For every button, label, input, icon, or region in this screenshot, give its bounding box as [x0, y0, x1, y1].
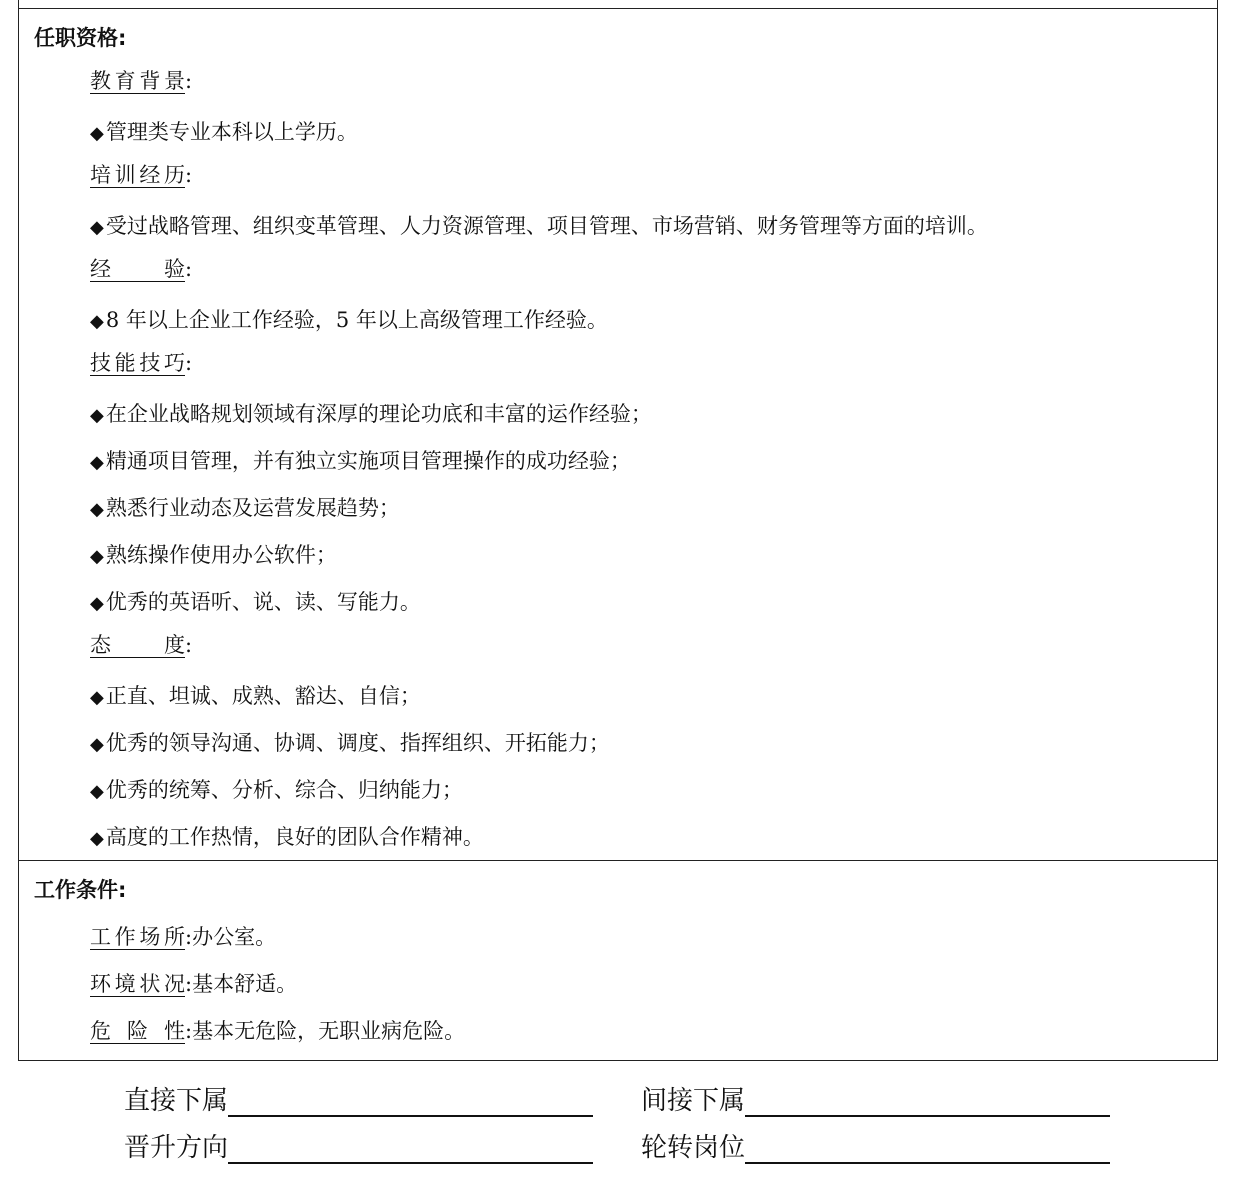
- list-item: ◆高度的工作热情，良好的团队合作精神。: [90, 825, 484, 849]
- diamond-bullet-icon: ◆: [90, 546, 104, 567]
- qualifications-section: [18, 8, 1218, 861]
- conditions-section: [18, 860, 1218, 1061]
- diamond-bullet-icon: ◆: [90, 593, 104, 614]
- diamond-bullet-icon: ◆: [90, 311, 104, 332]
- diamond-bullet-icon: ◆: [90, 781, 104, 802]
- subheading-attitude: 态度:: [90, 633, 193, 657]
- list-item: ◆在企业战略规划领域有深厚的理论功底和丰富的运作经验；: [90, 402, 652, 426]
- list-item: ◆优秀的领导沟通、协调、调度、指挥组织、开拓能力；: [90, 731, 610, 755]
- diamond-bullet-icon: ◆: [90, 452, 104, 473]
- condition-place: 工作场所:办公室。: [90, 925, 277, 949]
- border: [1217, 0, 1218, 8]
- direct-subordinates-blank[interactable]: [228, 1089, 593, 1117]
- promotion-field: 晋升方向: [124, 1127, 593, 1164]
- subheading-skills: 技能技巧:: [90, 351, 193, 375]
- list-item: ◆优秀的统筹、分析、综合、归纳能力；: [90, 778, 463, 802]
- promotion-blank[interactable]: [228, 1136, 593, 1164]
- list-item: ◆精通项目管理，并有独立实施项目管理操作的成功经验；: [90, 449, 631, 473]
- section-heading: 工作条件:: [34, 878, 127, 902]
- diamond-bullet-icon: ◆: [90, 123, 104, 144]
- diamond-bullet-icon: ◆: [90, 499, 104, 520]
- condition-environment: 环境状况:基本舒适。: [90, 972, 298, 996]
- border: [18, 0, 19, 8]
- subheading-education: 教育背景:: [90, 69, 193, 93]
- diamond-bullet-icon: ◆: [90, 217, 104, 238]
- subheading-training: 培训经历:: [90, 163, 193, 187]
- diamond-bullet-icon: ◆: [90, 405, 104, 426]
- list-item: ◆正直、坦诚、成熟、豁达、自信；: [90, 684, 421, 708]
- list-item: ◆优秀的英语听、说、读、写能力。: [90, 590, 421, 614]
- diamond-bullet-icon: ◆: [90, 734, 104, 755]
- list-item: ◆管理类专业本科以上学历。: [90, 120, 358, 144]
- subheading-experience: 经验:: [90, 257, 193, 281]
- indirect-subordinates-field: 间接下属: [641, 1080, 1110, 1117]
- list-item: ◆8 年以上企业工作经验，5 年以上高级管理工作经验。: [90, 308, 608, 332]
- list-item: ◆受过战略管理、组织变革管理、人力资源管理、项目管理、市场营销、财务管理等方面的培训。: [90, 214, 988, 238]
- list-item: ◆熟练操作使用办公软件；: [90, 543, 337, 567]
- diamond-bullet-icon: ◆: [90, 828, 104, 849]
- rotation-field: 轮转岗位: [641, 1127, 1110, 1164]
- rotation-blank[interactable]: [745, 1136, 1110, 1164]
- list-item: ◆熟悉行业动态及运营发展趋势；: [90, 496, 400, 520]
- condition-risk: 危险性:基本无危险，无职业病危险。: [90, 1019, 466, 1043]
- direct-subordinates-field: 直接下属: [124, 1080, 593, 1117]
- indirect-subordinates-blank[interactable]: [745, 1089, 1110, 1117]
- diamond-bullet-icon: ◆: [90, 687, 104, 708]
- section-heading: 任职资格:: [34, 26, 127, 50]
